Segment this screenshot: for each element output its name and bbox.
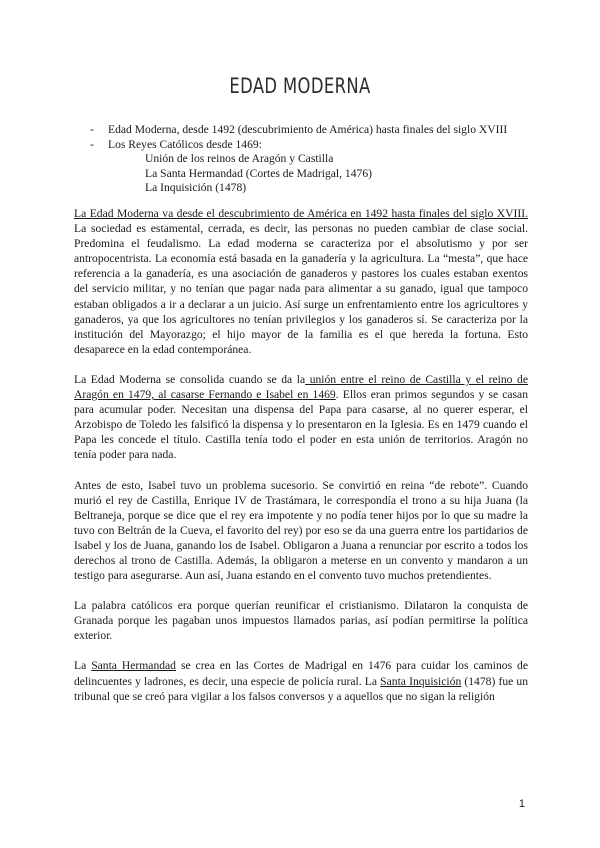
list-dash: - [90, 123, 94, 136]
sub-item: La Inquisición (1478) [145, 181, 247, 195]
paragraph-edad-moderna: La Edad Moderna va desde el descubrimiento de América en 1492 hasta finales del siglo XVIII. La sociedad es estamental, cerrada, es decir, las personas no pueden cambiar de clase social. Predomina el feudalismo. La edad moderna se caracteriza por el absolutismo y por ser antropocentrista. La economía está basada en la ganadería y la agricultura. La “mesta”, que hace referencia a la ganadería, es una asociación de ganaderos y pastores los cuales estaban exentos del servicio militar, y no tenían que pagar nada para alimentar a su ganado, igual que tampoco estaban obligados a ir a declarar a un juicio. Así surge un enfrentamiento entre los agricultores y ganaderos, ya que los agricultores no tenían privilegios y los ganaderos sí. Se caracteriza por la institución del Mayorazgo; el hijo mayor de la familia es el que hereda la fortuna. Esto desaparece en la edad contemporánea. [74, 207, 528, 356]
paragraph-sucesion: Antes de esto, Isabel tuvo un problema sucesorio. Se convirtió en reina “de rebote”. Cuando murió el rey de Castilla, Enrique IV de Trastámara, le correspondía el trono a su hija Juana (la Beltraneja, porque se dice que el rey era impotente y no podía tener hijos por lo que su madre la tuvo con Beltrán de la Cueva, el favorito del rey) por eso se da una guerra entre los partidarios de Isabel y los de Juana, ganando los de Isabel. Obligaron a Juana a renunciar por escrito a todos los derechos al trono de Castilla. Además, la obligaron a meterse en un convento y mandaron a un testigo para asegurarse. Aun así, Juana estando en el convento tuvo muchos pretendientes. [74, 478, 528, 583]
paragraph-union: La Edad Moderna se consolida cuando se da la unión entre el reino de Castilla y el reino de Aragón en 1479, al casarse Fernando e Isabel en 1469. Ellos eran primos segundos y se casan para acumular poder. Necesitan una dispensa del Papa para casarse, al no querer esperar, el Arzobispo de Toledo les falsificó la dispensa y lo presentaron en la Iglesia. Es en 1479 cuando el Papa les concede el título. Castilla tenía todo el poder en esta unión de territorios. Aragón no tenía poder para nada. [74, 372, 528, 462]
list-item [90, 123, 507, 138]
sub-item: Unión de los reinos de Aragón y Castilla [145, 152, 334, 166]
list-item-text: Edad Moderna, desde 1492 (descubrimiento de América) hasta finales del siglo XVIII [108, 123, 508, 136]
underlined-text: Santa Inquisición [380, 674, 462, 688]
sub-item: La Santa Hermandad (Cortes de Madrigal, 1476) [145, 166, 372, 180]
list-dash: - [90, 137, 94, 151]
underlined-text: Santa Hermandad [91, 659, 176, 673]
underlined-text: La Edad Moderna va desde el descubrimiento de América en 1492 hasta finales del siglo XVIII. [74, 207, 528, 220]
page-title: EDAD MODERNA [229, 74, 371, 98]
list-item-text: Los Reyes Católicos desde 1469: [108, 137, 262, 151]
page-number: 1 [518, 798, 525, 810]
list-item [90, 138, 507, 153]
underlined-text: unión entre el reino de Castilla y el reino de Aragón en 1479, al casarse Fernando e Isabel en 1469 [74, 372, 528, 402]
paragraph-hermandad: La Santa Hermandad se crea en las Cortes de Madrigal en 1476 para cuidar los caminos de delincuentes y ladrones, es decir, una especie de policía rural. La Santa Inquisición (1478) fue un tribunal que se creó para vigilar a los falsos conversos y a aquellos que no sigan la religión [74, 659, 528, 703]
paragraph-catolicos: La palabra católicos era porque querían reunificar el cristianismo. Dilataron la conquista de Granada porque les pagaban unos impuestos llamados parias, así podían permitirse la política exterior. [74, 599, 528, 643]
summary-list [90, 123, 507, 196]
body-text [74, 206, 528, 719]
